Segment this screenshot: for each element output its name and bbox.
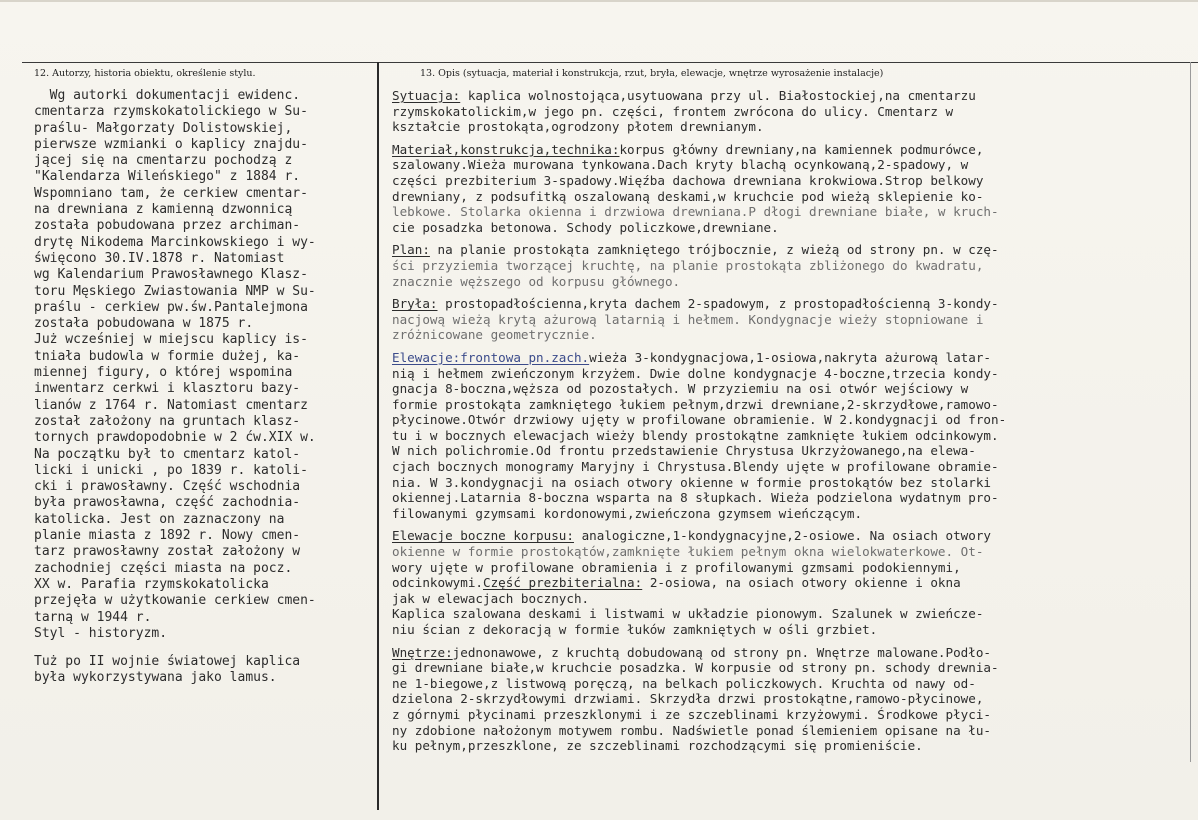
history-line: katolicka. Jest on zaznaczony na: [34, 511, 285, 527]
section-line: niu ścian z dekoracją w formie łuków zamkniętych w ośli grzbiet.: [392, 622, 878, 637]
left-column-header: 12. Autorzy, historia obiektu, określenie stylu.: [34, 68, 256, 79]
section-line: cjach bocznych monogramy Maryjny i Chrystusa.Blendy ujęte w profilowane obramie-: [392, 459, 999, 475]
section-title: Bryła:: [392, 296, 438, 312]
section-line: [392, 575, 1198, 591]
section-line: płycinowe.Otwór drzwiowy ujęty w profilowane obramienie. W 2.kondygnacji od fron-: [392, 412, 1007, 428]
section-line: gnacja 8-boczna,węższa od pozostałych. W przyziemiu na osi otwór wejściowy w: [392, 381, 969, 397]
section-text: jednonawowe, z kruchtą dobudowaną od strony pn. Wnętrze malowane.Podło-: [452, 644, 991, 660]
history-line: tniała budowla w formie dużej, ka-: [34, 348, 301, 364]
history-line: Wg autorki dokumentacji ewidenc.: [34, 88, 301, 103]
description-column: [392, 88, 1198, 754]
section-title: Elewacje:frontowa pn.zach.: [392, 349, 590, 365]
paragraph-gap: [34, 642, 374, 654]
history-line: została pobudowana w 1875 r.: [34, 316, 254, 332]
history-line: toru Męskiego Zwiastowania NMP w Su-: [34, 283, 316, 299]
section-line: gi drewniane białe,w kruchcie posadzka. W korpusie od strony pn. schody drewnia-: [392, 660, 999, 676]
history-line: wg Kalendarium Prawosławnego Klasz-: [34, 267, 308, 283]
section-title: Materiał,konstrukcja,technika:: [392, 141, 620, 157]
section-line: szalowany.Wieża murowana tynkowana.Dach kryty blachą ocynkowaną,2-spadowy, w: [392, 157, 969, 173]
section-line: zróżnicowane geometrycznie.: [392, 327, 597, 343]
section-text: 2-osiowa, na osiach otwory okienne i okna: [642, 575, 961, 591]
section-line: dzielona 2-skrzydłowymi drzwiami. Skrzydła drzwi prostokątne,ramowo-płycinowe,: [392, 691, 984, 707]
subsection-title: Część prezbiterialna:: [483, 575, 643, 591]
section-line: lebkowe. Stolarka okienna i drzwiowa drewniana.P dłogi drewniane białe, w kruch-: [392, 204, 999, 220]
history-line: planie miasta z 1892 r. Nowy cmen-: [34, 528, 301, 544]
history-line: tornych prawdopodobnie w 2 ćw.XIX w.: [34, 430, 316, 446]
history-line: jącej się na cmentarzu pochodzą z: [34, 153, 293, 169]
section-line: formie prostokąta zamkniętego łukiem pełnym,drzwi drewniane,2-skrzydłowe,ramowo-: [392, 396, 999, 412]
section-line: nacjową wieżą krytą ażurową latarnią i hełmem. Kondygnacje wieży stopniowane i: [392, 311, 984, 327]
section-line: ny zdobione nałożonym motywem rombu. Nadświetle ponad ślemieniem opisane na łu-: [392, 722, 991, 738]
section-text: kaplica wolnostojąca,usytuowana przy ul. Białostockiej,na cmentarzu: [460, 88, 976, 103]
section-line: cie posadzka betonowa. Schody policzkowe,drewniane.: [392, 219, 779, 235]
history-line: "Kalendarza Wileńskiego" z 1884 r.: [34, 169, 301, 185]
section-text: wieża 3-kondygnacjowa,1-osiowa,nakryta ażurową latar-: [589, 349, 991, 365]
section-elewacje-frontowa: [392, 350, 1198, 522]
history-column: [34, 88, 374, 687]
section-material: [392, 142, 1198, 236]
section-wnetrze: [392, 645, 1198, 754]
section-line: z górnymi płycinami przeszklonymi i ze szczeblinami krzyżowymi. Środkowe płyci-: [392, 706, 991, 722]
section-line: części prezbiterium 3-spadowy.Więźba dachowa drewniana krokwiowa.Strop belkowy: [392, 172, 984, 188]
history-line: drytę Nikodema Marcinkowskiego i wy-: [34, 234, 316, 250]
section-line: wory ujęte w profilowane obramienia i z profilowanymi gzmsami podokiennymi,: [392, 559, 961, 575]
history-line: XX w. Parafia rzymskokatolicka: [34, 576, 269, 592]
history-note-line: była wykorzystywana jako lamus.: [34, 670, 277, 686]
section-line: jak w elewacjach bocznych.: [392, 590, 590, 606]
section-title: Plan:: [392, 242, 430, 258]
column-divider: [377, 62, 379, 810]
section-first-line: [392, 645, 1198, 661]
section-first-line: [392, 350, 1198, 366]
history-line: została pobudowana przez archiman-: [34, 218, 301, 234]
history-line: praślu- Małgorzaty Dolistowskiej,: [34, 120, 293, 136]
history-line: święcono 30.IV.1878 r. Natomiast: [34, 250, 285, 266]
section-line: filowanymi gzymsami kordonowymi,zwieńczona gzymsem wieńczącym.: [392, 505, 863, 521]
section-first-line: [392, 142, 1198, 158]
section-first-line: [392, 528, 1198, 544]
page-edge: [0, 0, 1198, 2]
history-line: praślu - cerkiew pw.św.Pantalejmona: [34, 299, 308, 315]
history-line: miennej figury, o której wspomina: [34, 365, 293, 381]
history-line: na drewniana z kamienną dzwonnicą: [34, 202, 293, 218]
section-plan: [392, 242, 1198, 289]
section-elewacje-boczne: [392, 528, 1198, 637]
section-title: Sytuacja:: [392, 88, 461, 103]
history-line: Wspomniano tam, że cerkiew cmentar-: [34, 185, 308, 201]
history-line: licki i unicki , po 1839 r. katoli-: [34, 462, 308, 478]
section-line: drewniany, z podsufitką oszalowaną deskami,w kruchcie pod wieżą sklepienie ko-: [392, 188, 984, 204]
section-line: W nich polichromie.Od frontu przedstawienie Chrystusa Ukrzyżowanego,na elewa-: [392, 443, 976, 459]
section-text: analogiczne,1-kondygnacyjne,2-osiowe. Na osiach otwory: [573, 528, 991, 544]
history-line: Na początku był to cmentarz katol-: [34, 446, 301, 462]
section-text: prostopadłościenna,kryta dachem 2-spadowym, z prostopadłościenną 3-kondy-: [437, 296, 999, 312]
section-line: tu i w bocznych elewacjach wieży blendy prostokątne zamknięte łukiem odcinkowym.: [392, 427, 999, 443]
section-line: okiennej.Latarnia 8-boczna wsparta na 8 słupkach. Wieża podzielona wydatnym pro-: [392, 490, 999, 506]
section-line: ści przyziemia tworzącej kruchtę, na planie prostokąta zbliżonego do kwadratu,: [392, 257, 984, 273]
history-line: cki i prawosławny. Część wschodnia: [34, 479, 301, 495]
history-line: tarz prawosławny został założony w: [34, 544, 301, 560]
section-text: odcinkowymi.: [392, 575, 483, 591]
section-line: nia. W 3.kondygnacji na osiach otwory okienne w formie prostokątów bez stolarki: [392, 474, 991, 490]
history-line: inwentarz cerkwi i klasztoru bazy-: [34, 381, 301, 397]
section-title: Wnętrze:: [392, 644, 453, 660]
history-line: zachodniej części miasta na pocz.: [34, 560, 293, 576]
history-note-line: Tuż po II wojnie światowej kaplica: [34, 654, 301, 670]
section-line: Kaplica szalowana deskami i listwami w układzie pionowym. Szalunek w zwieńcze-: [392, 606, 984, 622]
section-line: ne 1-biegowe,z listwową poręczą, na belkach policzkowych. Kruchta od nawy od-: [392, 675, 976, 691]
history-line: został założony na gruntach klasz-: [34, 413, 301, 429]
right-column-header: 13. Opis (sytuacja, materiał i konstrukcja, rzut, bryła, elewacje, wnętrze wyrosażenie instalacje): [420, 68, 884, 79]
section-line: rzymskokatolickim,w jego pn. części, frontem zwrócona do ulicy. Cmentarz w: [392, 103, 954, 119]
history-line: cmentarza rzymskokatolickiego w Su-: [34, 104, 308, 120]
history-line: tarną w 1944 r.: [34, 609, 152, 625]
history-line: Już wcześniej w miejscu kaplicy is-: [34, 332, 308, 348]
section-line: okienne w formie prostokątów,zamknięte łukiem pełnym okna wielokwaterkowe. Ot-: [392, 544, 984, 560]
section-line: nią i hełmem zwieńczonym krzyżem. Dwie dolne kondygnacje 4-boczne,trzecia kondy-: [392, 365, 999, 381]
section-first-line: [392, 296, 1198, 312]
section-line: ku pełnym,przeszklone, ze szczeblinami rozchodzącymi się promieniście.: [392, 738, 923, 754]
history-line: Styl - historyzm.: [34, 625, 168, 641]
section-title: Elewacje boczne korpusu:: [392, 528, 574, 544]
section-text: na planie prostokąta zamkniętego trójbocznie, z wieżą od strony pn. w czę-: [429, 242, 999, 258]
section-bryla: [392, 296, 1198, 343]
section-first-line: [392, 242, 1198, 258]
history-line: pierwsze wzmianki o kaplicy znajdu-: [34, 136, 308, 152]
section-line: kształcie prostokąta,ogrodzony płotem drewnianym.: [392, 119, 764, 135]
section-line: znacznie węższego od korpusu głównego.: [392, 273, 681, 289]
horizontal-rule: [22, 62, 1198, 63]
history-line: lianów z 1764 r. Natomiast cmentarz: [34, 397, 308, 413]
section-first-line: [392, 88, 1198, 104]
history-line: była prawosławna, część zachodnia-: [34, 495, 301, 511]
section-text: korpus główny drewniany,na kamiennek podmurówce,: [619, 141, 984, 157]
section-sytuacja: [392, 88, 1198, 135]
history-line: przejęła w użytkowanie cerkiew cmen-: [34, 593, 316, 609]
